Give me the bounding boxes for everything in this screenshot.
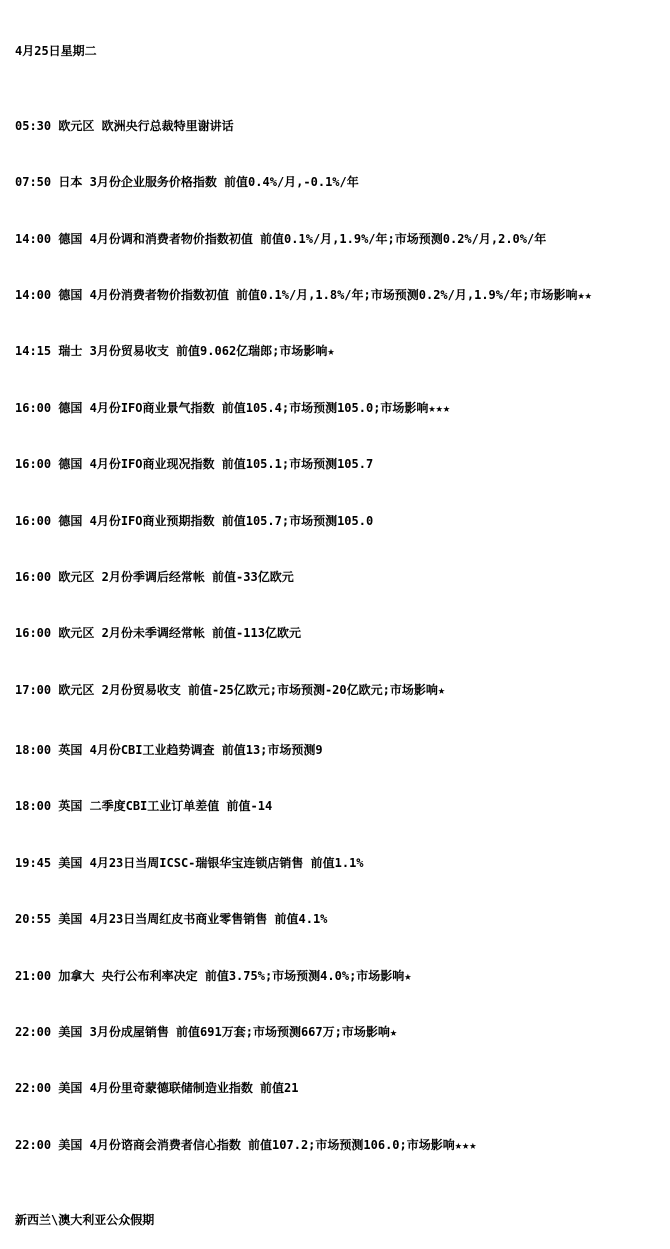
event-text: 4月份谘商会消费者信心指数 前值107.2;市场预测106.0;市场影响★★★ [89,1137,477,1152]
event-region: 瑞士 [58,344,83,359]
event-time: 19:45 [15,855,52,870]
event-row [15,910,667,929]
event-time: 05:30 [15,118,52,133]
event-text: 4月23日当周红皮书商业零售销售 前值4.1% [89,912,328,927]
event-time: 21:00 [15,968,52,983]
event-time: 16:00 [15,569,52,584]
event-time: 22:00 [15,1137,52,1152]
event-region: 德国 [58,457,83,472]
event-text: 央行公布利率决定 前值3.75%;市场预测4.0%;市场影响★ [101,968,412,983]
event-region: 德国 [58,231,83,246]
event-time: 16:00 [15,626,52,641]
event-region: 德国 [58,400,83,415]
event-text: 3月份成屋销售 前值691万套;市场预测667万;市场影响★ [89,1025,398,1040]
event-region: 日本 [58,175,83,190]
event-text: 4月份IFO商业现况指数 前值105.1;市场预测105.7 [89,457,374,472]
event-text: 4月份CBI工业趋势调查 前值13;市场预测9 [89,743,323,758]
event-region: 德国 [58,513,83,528]
event-text: 2月份季调后经常帐 前值-33亿欧元 [101,569,294,584]
event-row [15,797,667,816]
event-row [15,342,667,361]
event-text: 二季度CBI工业订单差值 前值-14 [89,799,273,814]
event-time: 16:00 [15,400,52,415]
event-time: 22:00 [15,1025,52,1040]
event-time: 18:00 [15,743,52,758]
event-region: 加拿大 [58,968,95,983]
event-time: 22:00 [15,1081,52,1096]
event-text: 4月份里奇蒙德联储制造业指数 前值21 [89,1081,299,1096]
event-row [15,624,667,643]
event-region: 美国 [58,1081,83,1096]
date-heading: 4月25日星期二 [15,43,97,58]
event-time: 07:50 [15,175,52,190]
event-time: 17:00 [15,682,52,697]
event-text: 4月份IFO商业景气指数 前值105.4;市场预测105.0;市场影响★★★ [89,400,451,415]
event-region: 欧元区 [58,118,95,133]
event-region: 英国 [58,743,83,758]
event-text: 2月份未季调经常帐 前值-113亿欧元 [101,626,301,641]
event-row [15,1136,667,1155]
event-region: 欧元区 [58,682,95,697]
event-region: 英国 [58,799,83,814]
event-text: 4月份调和消费者物价指数初值 前值0.1%/月,1.9%/年;市场预测0.2%/月,2.0%/年 [89,231,547,246]
event-row [15,399,667,418]
event-time: 14:00 [15,287,52,302]
event-row [15,230,667,249]
event-text: 3月份企业服务价格指数 前值0.4%/月,-0.1%/年 [89,175,359,190]
event-time: 14:15 [15,344,52,359]
event-text: 欧洲央行总裁特里谢讲话 [101,118,234,133]
event-text: 4月份IFO商业预期指数 前值105.7;市场预测105.0 [89,513,374,528]
event-time: 16:00 [15,513,52,528]
event-region: 美国 [58,855,83,870]
event-text: 4月23日当周ICSC-瑞银华宝连锁店销售 前值1.1% [89,855,364,870]
calendar-document [15,4,667,1249]
event-row [15,173,667,192]
event-text: 2月份贸易收支 前值-25亿欧元;市场预测-20亿欧元;市场影响★ [101,682,446,697]
event-time: 14:00 [15,231,52,246]
event-time: 16:00 [15,457,52,472]
event-region: 欧元区 [58,569,95,584]
event-region: 美国 [58,912,83,927]
event-text: 4月份消费者物价指数初值 前值0.1%/月,1.8%/年;市场预测0.2%/月,1.9%/年;市场影响★★ [89,287,592,302]
event-time: 20:55 [15,912,52,927]
event-region: 欧元区 [58,626,95,641]
event-row [15,1079,667,1098]
event-row [15,967,667,986]
holiday-note: 新西兰\澳大利亚公众假期 [15,1213,155,1227]
event-text: 3月份贸易收支 前值9.062亿瑞郎;市场影响★ [89,344,335,359]
event-row [15,681,667,700]
event-row [15,854,667,873]
event-row [15,286,667,305]
event-region: 美国 [58,1025,83,1040]
event-row [15,741,667,760]
event-row [15,1023,667,1042]
event-row [15,455,667,474]
event-row [15,117,667,136]
event-time: 18:00 [15,799,52,814]
event-row [15,512,667,531]
event-region: 美国 [58,1137,83,1152]
event-region: 德国 [58,287,83,302]
event-row [15,568,667,587]
